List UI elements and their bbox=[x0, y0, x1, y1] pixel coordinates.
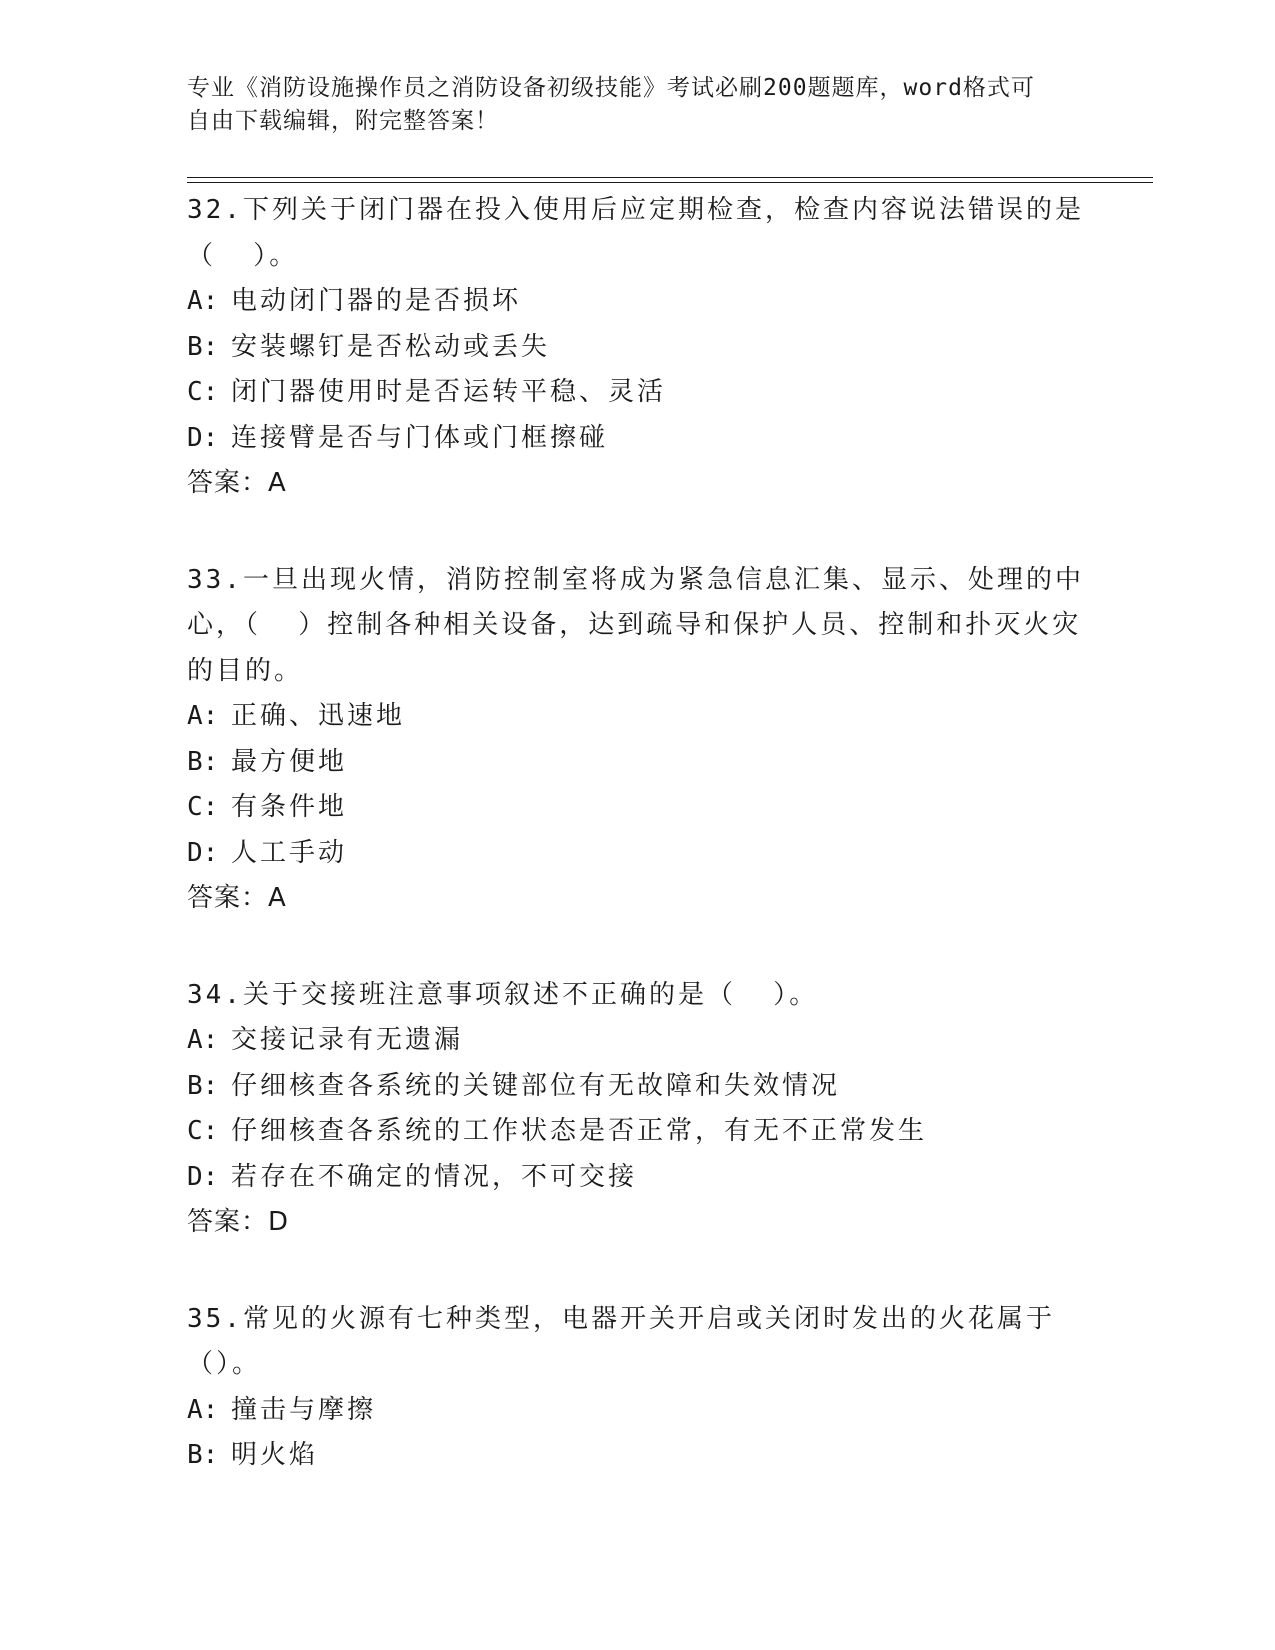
option-d bbox=[187, 831, 1087, 877]
option-letter: A: bbox=[187, 701, 219, 731]
option-letter: C: bbox=[187, 1116, 219, 1146]
option-text: 撞击与摩擦 bbox=[231, 1394, 377, 1425]
question-32 bbox=[187, 188, 1087, 507]
option-a bbox=[187, 694, 1087, 740]
question-33 bbox=[187, 558, 1087, 922]
option-text: 连接臂是否与门体或门框擦碰 bbox=[231, 422, 609, 453]
option-b bbox=[187, 325, 1087, 371]
option-c bbox=[187, 785, 1087, 831]
answer: 答案：A bbox=[187, 468, 287, 498]
option-a bbox=[187, 1388, 1087, 1434]
option-a bbox=[187, 1018, 1087, 1064]
question-stem: 34.关于交接班注意事项叙述不正确的是（ ）。 bbox=[187, 979, 819, 1010]
option-text: 交接记录有无遗漏 bbox=[231, 1025, 464, 1055]
header-line-2: 自由下载编辑，附完整答案！ bbox=[187, 108, 499, 134]
option-text: 电动闭门器的是否损坏 bbox=[231, 286, 522, 316]
option-letter: C: bbox=[187, 377, 219, 407]
header-line-1: 专业《消防设施操作员之消防设备初级技能》考试必刷200题题库，word格式可 bbox=[187, 75, 1035, 101]
question-34 bbox=[187, 973, 1087, 1246]
option-c bbox=[187, 370, 1087, 416]
option-text: 明火焰 bbox=[231, 1440, 319, 1470]
option-text: 最方便地 bbox=[231, 746, 348, 777]
option-letter: A: bbox=[187, 1025, 219, 1055]
option-a bbox=[187, 279, 1087, 325]
answer: 答案：A bbox=[187, 883, 287, 913]
option-text: 闭门器使用时是否运转平稳、灵活 bbox=[231, 377, 667, 407]
option-letter: B: bbox=[187, 1070, 219, 1101]
question-stem: 32.下列关于闭门器在投入使用后应定期检查，检查内容说法错误的是（ ）。 bbox=[187, 195, 1084, 271]
header-divider-top bbox=[187, 177, 1153, 178]
option-text: 若存在不确定的情况，不可交接 bbox=[231, 1161, 638, 1192]
option-letter: C: bbox=[187, 792, 219, 822]
option-letter: B: bbox=[187, 1440, 219, 1470]
option-letter: D: bbox=[187, 837, 219, 868]
document-header bbox=[187, 72, 1067, 138]
answer: 答案：D bbox=[187, 1207, 290, 1237]
option-text: 正确、迅速地 bbox=[231, 701, 406, 731]
option-text: 仔细核查各系统的关键部位有无故障和失效情况 bbox=[231, 1070, 841, 1101]
question-35 bbox=[187, 1297, 1087, 1479]
option-b bbox=[187, 1433, 1087, 1479]
question-stem: 35.常见的火源有七种类型，电器开关开启或关闭时发出的火花属于（）。 bbox=[187, 1303, 1055, 1379]
option-letter: D: bbox=[187, 422, 219, 453]
option-b bbox=[187, 740, 1087, 786]
option-letter: B: bbox=[187, 746, 219, 777]
question-stem: 33.一旦出现火情，消防控制室将成为紧急信息汇集、显示、处理的中心，（ ）控制各种相关设备，达到疏导和保护人员、控制和扑灭火灾的目的。 bbox=[187, 564, 1084, 686]
option-text: 有条件地 bbox=[231, 792, 348, 822]
option-c bbox=[187, 1109, 1087, 1155]
option-d bbox=[187, 416, 1087, 462]
option-letter: D: bbox=[187, 1161, 219, 1192]
option-text: 人工手动 bbox=[231, 837, 348, 868]
option-letter: A: bbox=[187, 1394, 219, 1425]
option-d bbox=[187, 1155, 1087, 1201]
option-letter: B: bbox=[187, 331, 219, 362]
question-list bbox=[187, 188, 1087, 1530]
option-b bbox=[187, 1064, 1087, 1110]
option-text: 安装螺钉是否松动或丢失 bbox=[231, 331, 551, 362]
header-divider-bottom bbox=[187, 182, 1153, 183]
option-text: 仔细核查各系统的工作状态是否正常，有无不正常发生 bbox=[231, 1116, 928, 1146]
option-letter: A: bbox=[187, 286, 219, 316]
